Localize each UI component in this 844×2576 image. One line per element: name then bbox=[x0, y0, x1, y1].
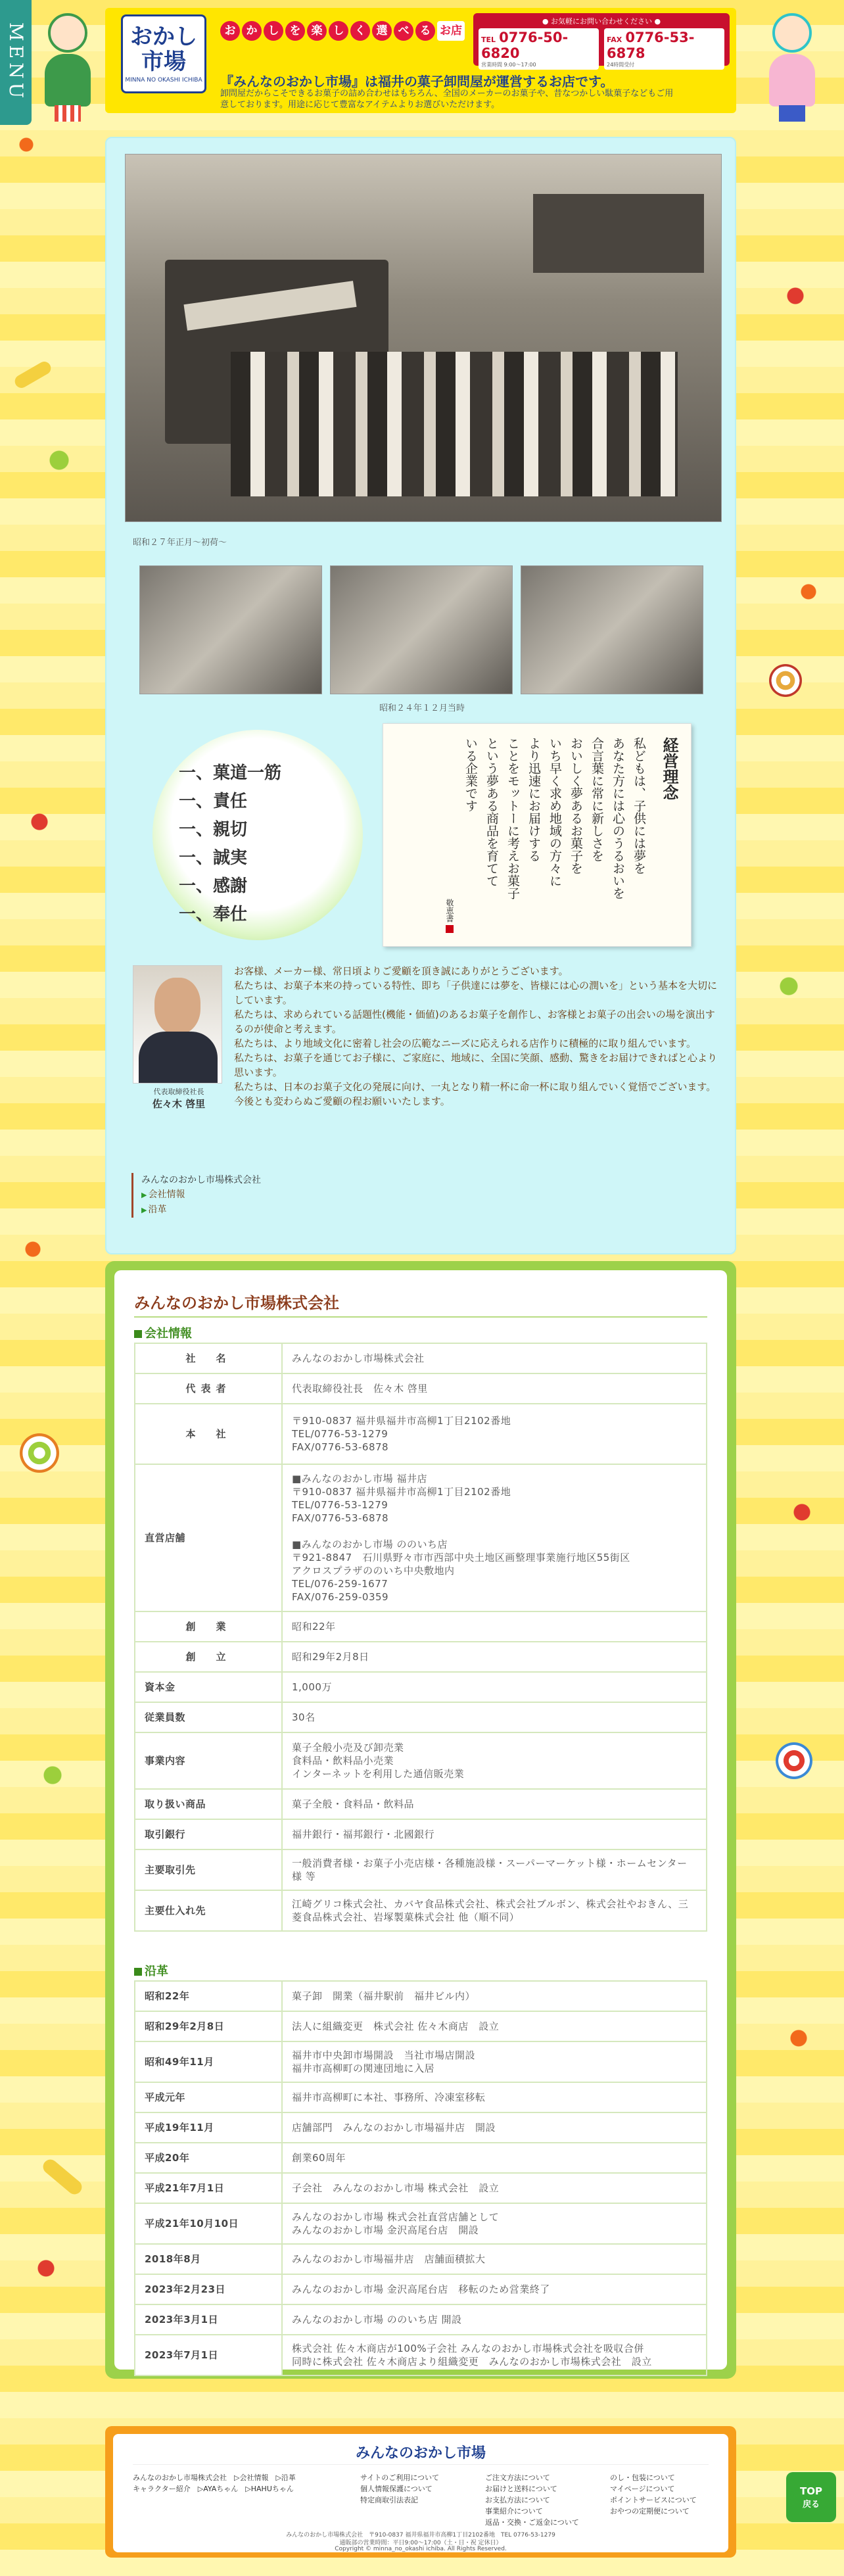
table-row bbox=[135, 1819, 707, 1849]
creed-line: あなた方には心のうるおいを bbox=[611, 737, 625, 899]
row-value: みんなのおかし市場 金沢高尾台店 移転のため営業終了 bbox=[282, 2274, 707, 2304]
table-row bbox=[135, 1373, 707, 1404]
table-row bbox=[135, 1404, 707, 1464]
president-photo bbox=[133, 965, 222, 1084]
logo-line2: 市場 bbox=[141, 49, 186, 75]
row-label: 主要取引先 bbox=[135, 1849, 282, 1890]
row-label: 資本金 bbox=[135, 1672, 282, 1702]
row-label: 創 業 bbox=[135, 1611, 282, 1642]
decorative-candy bbox=[20, 1433, 59, 1473]
tel-number: 0776-50-6820 bbox=[481, 30, 569, 61]
fax-box bbox=[604, 28, 724, 70]
character-hahu-illustration bbox=[756, 7, 828, 125]
footer-copyright: Copyright © minna_no_okashi ichiba. All Rights Reserved. bbox=[335, 2546, 507, 2552]
row-value: 子会社 みんなのおかし市場 株式会社 設立 bbox=[282, 2173, 707, 2203]
message-paragraph: 私たちは、求められている話題性(機能・価値)のあるお菓子を創作し、お客様とお菓子の出会いの場を演出するのが使命と考えます。 bbox=[234, 1009, 715, 1035]
tagline-char: し bbox=[264, 21, 283, 41]
historical-thumb bbox=[521, 565, 703, 694]
tagline-char: 選 bbox=[372, 21, 392, 41]
message-paragraph: 私たちは、お菓子を通じてお子様に、ご家庭に、地域に、全国に笑顔、感動、驚きをお届けできればと心より思います。 bbox=[234, 1052, 718, 1078]
row-value: 昭和22年 bbox=[282, 1611, 707, 1642]
tagline-char: 楽 bbox=[307, 21, 327, 41]
row-label: 平成20年 bbox=[135, 2143, 282, 2173]
company-title: みんなのおかし市場株式会社 bbox=[134, 1294, 339, 1312]
photo-caption-thumbs: 昭和２４年１２月当時 bbox=[379, 704, 465, 713]
decorative-candy bbox=[40, 2157, 85, 2197]
management-philosophy bbox=[383, 723, 692, 947]
decorative-candy bbox=[776, 1742, 812, 1779]
row-label: 事業内容 bbox=[135, 1732, 282, 1789]
creed-line: 合言葉に常に新しさを bbox=[590, 737, 604, 862]
sublinks-heading: みんなのおかし市場株式会社 bbox=[141, 1175, 261, 1185]
top-button-label2: 戻る bbox=[802, 2499, 820, 2510]
president-title: 代表取締役社長 bbox=[153, 1087, 204, 1096]
table-row bbox=[135, 1981, 707, 2011]
footer-divider bbox=[133, 2464, 709, 2465]
creed-line: いる企業です bbox=[463, 737, 478, 812]
table-row bbox=[135, 1343, 707, 1373]
table-row bbox=[135, 1849, 707, 1890]
footer-hours: 通販部の営業時間：平日9:00〜17:00（土・日・祝 定休日） bbox=[339, 2540, 502, 2546]
row-label: 創 立 bbox=[135, 1642, 282, 1672]
message-paragraph: 私たちは、日本のお菓子文化の発展に向け、一丸となり精一杯に命一杯に取り組んでいく覚悟でございます。 bbox=[234, 1081, 716, 1093]
seal-icon bbox=[446, 925, 454, 933]
fax-number: 0776-53-6878 bbox=[607, 30, 695, 61]
president-suit bbox=[139, 1032, 218, 1084]
row-value: 福井銀行・福邦銀行・北國銀行 bbox=[282, 1819, 707, 1849]
row-label: 取引銀行 bbox=[135, 1819, 282, 1849]
company-info-heading: 会社情報 bbox=[134, 1324, 192, 1341]
row-value: 菓子卸 開業（福井駅前 福井ビル内） bbox=[282, 1981, 707, 2011]
row-value: 江崎グリコ株式会社、カバヤ食品株式会社、株式会社ブルボン、株式会社やおきん、三菱食品株式会社、岩塚製菓株式会社 他（順不同） bbox=[282, 1890, 707, 1931]
row-value: 菓子全般・食料品・飲料品 bbox=[282, 1789, 707, 1819]
principle-item: 一、責任 bbox=[179, 792, 248, 811]
row-value: 福井市中央卸市場開設 当社市場店開設 福井市高柳町の関連団地に入居 bbox=[282, 2041, 707, 2082]
row-label: 2023年7月1日 bbox=[135, 2335, 282, 2375]
historical-thumb bbox=[139, 565, 322, 694]
footer-links-company[interactable]: みんなのおかし市場株式会社 ▷会社情報 ▷沿革 キャラクター紹介 ▷AYAちゃん ▷HAHUちゃん bbox=[133, 2473, 296, 2493]
intro-text: 卸問屋だからこそできるお菓子の詰め合わせはもちろん、全国のメーカーのお菓子や、昔なつかしい駄菓子などもご用意しております。用途に応じて豊富なアイテムよりお選びいただけます。 bbox=[220, 89, 674, 110]
row-value: 店舗部門 みんなのおかし市場福井店 開設 bbox=[282, 2112, 707, 2143]
table-row bbox=[135, 2041, 707, 2082]
principle-item: 一、菓道一筋 bbox=[179, 763, 282, 783]
decorative-candy bbox=[12, 359, 53, 390]
footer-links-service[interactable]: のし・包装について マイページについて ポイントサービスについて おやつの定期便について bbox=[610, 2473, 697, 2516]
creed-line: という夢ある商品を育てて bbox=[484, 737, 499, 887]
table-row bbox=[135, 2173, 707, 2203]
row-value: 〒910-0837 福井県福井市高柳1丁目2102番地 TEL/0776-53-1279 FAX/0776-53-6878 bbox=[282, 1404, 707, 1464]
company-info-table bbox=[134, 1343, 707, 1932]
sublink-history[interactable]: ▶ 沿革 bbox=[141, 1203, 261, 1218]
table-row bbox=[135, 1642, 707, 1672]
row-value: 福井市高柳町に本社、事務所、冷凍室移転 bbox=[282, 2082, 707, 2112]
row-label: 昭和29年2月8日 bbox=[135, 2011, 282, 2041]
fax-hours: 24時間受付 bbox=[607, 62, 635, 68]
creed-signature-text: 敬恵書 bbox=[445, 899, 454, 922]
row-label: 平成21年10月10日 bbox=[135, 2203, 282, 2244]
history-table bbox=[134, 1980, 707, 2376]
row-label: 平成元年 bbox=[135, 2082, 282, 2112]
tagline-char: し bbox=[329, 21, 348, 41]
row-label: 取り扱い商品 bbox=[135, 1789, 282, 1819]
row-label: 2023年2月23日 bbox=[135, 2274, 282, 2304]
table-row bbox=[135, 2244, 707, 2274]
row-label: 直営店舗 bbox=[135, 1464, 282, 1611]
row-label: 主要仕入れ先 bbox=[135, 1890, 282, 1931]
row-value: 菓子全般小売及び卸売業 食料品・飲料品小売業 インターネットを利用した通信販売業 bbox=[282, 1732, 707, 1789]
title-divider bbox=[134, 1316, 707, 1318]
top-button-label: TOP bbox=[800, 2485, 822, 2497]
tagline-char: お bbox=[220, 21, 240, 41]
sublink-company-info[interactable]: ▶ 会社情報 bbox=[141, 1187, 261, 1203]
photo-shopfront bbox=[533, 194, 704, 273]
tagline-char: る bbox=[415, 21, 435, 41]
footer-logo[interactable]: みんなのおかし市場 bbox=[355, 2445, 486, 2462]
tagline bbox=[220, 21, 465, 41]
photo-people bbox=[231, 352, 678, 496]
creed-line: おいしく夢あるお菓子を bbox=[569, 737, 583, 874]
tagline-char: べ bbox=[394, 21, 413, 41]
tel-box[interactable] bbox=[479, 28, 599, 70]
row-label: 2018年8月 bbox=[135, 2244, 282, 2274]
history-heading: 沿革 bbox=[134, 1962, 168, 1979]
message-paragraph: 私たちは、お菓子本来の持っている特性、即ち「子供達には夢を、皆様には心の潤いを」という基本を大切にしています。 bbox=[234, 980, 718, 1006]
creed-line: ことをモットーに考えお菓子 bbox=[505, 737, 520, 899]
character-aya-illustration bbox=[32, 7, 104, 125]
table-row bbox=[135, 1732, 707, 1789]
table-row bbox=[135, 2011, 707, 2041]
row-label: 平成19年11月 bbox=[135, 2112, 282, 2143]
row-value: みんなのおかし市場株式会社 bbox=[282, 1343, 707, 1373]
table-row bbox=[135, 2304, 707, 2335]
tagline-char: く bbox=[350, 21, 370, 41]
site-logo[interactable] bbox=[121, 14, 206, 93]
footer-links-site[interactable]: サイトのご利用について 個人情報保護について 特定商取引法表記 bbox=[360, 2473, 440, 2504]
row-value: 代表取締役社長 佐々木 啓里 bbox=[282, 1373, 707, 1404]
logo-roman: MINNA NO OKASHI ICHIBA bbox=[125, 77, 202, 83]
row-label: 従業員数 bbox=[135, 1702, 282, 1732]
table-row bbox=[135, 2203, 707, 2244]
message-paragraph: 私たちは、より地域文化に密着し社会の広範なニーズに応えられる店作りに積極的に取り組んでいます。 bbox=[234, 1038, 697, 1049]
table-row bbox=[135, 1672, 707, 1702]
row-value: 昭和29年2月8日 bbox=[282, 1642, 707, 1672]
table-row bbox=[135, 1464, 707, 1611]
principle-item: 一、誠実 bbox=[179, 848, 248, 868]
row-value: 法人に組織変更 株式会社 佐々木商店 設立 bbox=[282, 2011, 707, 2041]
historical-thumbs bbox=[139, 565, 703, 694]
row-label: 社 名 bbox=[135, 1343, 282, 1373]
row-label: 本 社 bbox=[135, 1404, 282, 1464]
table-row bbox=[135, 1789, 707, 1819]
fax-label: FAX bbox=[607, 36, 622, 44]
principles-list bbox=[179, 759, 281, 925]
table-row bbox=[135, 1611, 707, 1642]
table-row bbox=[135, 2112, 707, 2143]
footer-links-guide[interactable]: ご注文方法について お届けと送料について お支払方法について 事業紹介について 返品・交換・ご返金について bbox=[485, 2473, 579, 2527]
table-row bbox=[135, 2143, 707, 2173]
president-face bbox=[154, 978, 200, 1034]
row-label: 平成21年7月1日 bbox=[135, 2173, 282, 2203]
row-value: 1,000万 bbox=[282, 1672, 707, 1702]
decorative-candy bbox=[769, 664, 802, 697]
creed-line: 私どもは、子供には夢を bbox=[632, 737, 646, 874]
row-label: 代表者 bbox=[135, 1373, 282, 1404]
intro-title: 『みんなのおかし市場』は福井の菓子卸問屋が運営するお店です。 bbox=[220, 74, 614, 89]
back-to-top-button[interactable] bbox=[786, 2472, 836, 2522]
row-value: みんなのおかし市場 株式会社直営店舗として みんなのおかし市場 金沢高尾台店 開設 bbox=[282, 2203, 707, 2244]
creed-line: いち早く求め地域の方々に bbox=[548, 737, 562, 887]
historical-photo-1952 bbox=[125, 154, 722, 522]
site-footer bbox=[105, 2426, 736, 2558]
principle-item: 一、感謝 bbox=[179, 876, 248, 896]
row-value: ■みんなのおかし市場 福井店 〒910-0837 福井県福井市高柳1丁目2102番地 TEL/0776-53-1279 FAX/0776-53-6878 ■みんなのおかし市場 ののいち店 〒921-8847 石川県野々市市西部中央土地区画整理事業施行地区55街区 アクロスプラザののいち中央敷地内 TEL/076-259-1677 FAX/076-259-0359 bbox=[282, 1464, 707, 1611]
footer-address: みんなのおかし市場株式会社 〒910-0837 福井県福井市高柳1丁目2102番地 TEL 0776-53-1279 bbox=[286, 2532, 555, 2539]
president-name: 佐々木 啓里 bbox=[152, 1098, 206, 1110]
creed-title: 経営理念 bbox=[660, 737, 679, 800]
president-message bbox=[234, 964, 720, 1109]
row-value: みんなのおかし市場福井店 店舗面積拡大 bbox=[282, 2244, 707, 2274]
message-paragraph: お客様、メーカー様、常日頃よりご愛顧を頂き誠にありがとうございます。 bbox=[234, 965, 569, 977]
table-row bbox=[135, 2082, 707, 2112]
table-row bbox=[135, 1702, 707, 1732]
row-value: 創業60周年 bbox=[282, 2143, 707, 2173]
tagline-char: を bbox=[285, 21, 305, 41]
row-value: 30名 bbox=[282, 1702, 707, 1732]
menu-button[interactable] bbox=[0, 0, 32, 125]
creed-signature bbox=[441, 899, 458, 933]
tagline-tail: お店 bbox=[437, 21, 465, 41]
table-row bbox=[135, 2335, 707, 2375]
photo-caption-main: 昭和２７年正月〜初荷〜 bbox=[133, 538, 227, 548]
principle-item: 一、奉仕 bbox=[179, 905, 248, 924]
table-row bbox=[135, 1890, 707, 1931]
row-label: 昭和22年 bbox=[135, 1981, 282, 2011]
message-paragraph: 今後とも変わらぬご愛顧の程お願いいたします。 bbox=[234, 1095, 450, 1107]
site-header bbox=[105, 8, 736, 113]
row-value: 一般消費者様・お菓子小売店様・各種施設様・スーパーマーケット様・ホームセンター様 等 bbox=[282, 1849, 707, 1890]
tel-label: TEL bbox=[481, 36, 496, 44]
row-value: 株式会社 佐々木商店が100%子会社 みんなのおかし市場株式会社を吸収合併 同時に株式会社 佐々木商店より組織変更 みんなのおかし市場株式会社 設立 bbox=[282, 2335, 707, 2375]
contact-box bbox=[473, 13, 730, 66]
contact-caption: ● お気軽にお問い合わせください ● bbox=[542, 17, 661, 26]
company-section bbox=[105, 1261, 736, 2379]
page-sublinks bbox=[131, 1173, 261, 1218]
menu-label: MENU bbox=[5, 22, 27, 103]
logo-line1: おかし bbox=[130, 24, 197, 50]
tagline-char: か bbox=[242, 21, 262, 41]
row-label: 2023年3月1日 bbox=[135, 2304, 282, 2335]
tel-hours: 営業時間 9:00〜17:00 bbox=[481, 62, 536, 68]
table-row bbox=[135, 2274, 707, 2304]
creed-line: より迅速にお届けする bbox=[527, 737, 541, 862]
about-section bbox=[105, 137, 736, 1254]
historical-thumb bbox=[330, 565, 513, 694]
principle-item: 一、親切 bbox=[179, 820, 248, 840]
row-label: 昭和49年11月 bbox=[135, 2041, 282, 2082]
row-value: みんなのおかし市場 ののいち店 開設 bbox=[282, 2304, 707, 2335]
